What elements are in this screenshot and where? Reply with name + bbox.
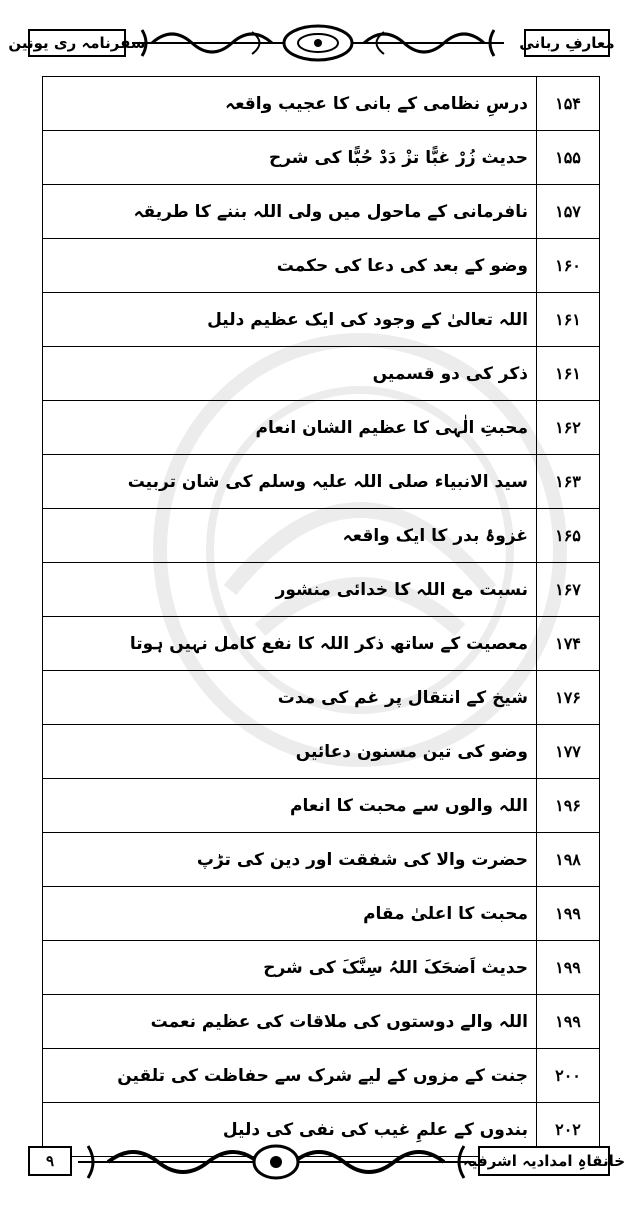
row-page-number: ۱۵۷ — [537, 185, 600, 239]
page-header — [8, 18, 615, 70]
row-title: حدیث اَضحَکَ اللہُ سِنَّکَ کی شرح — [43, 941, 537, 995]
row-title: بندوں کے علمِ غیب کی نفی کی دلیل — [43, 1103, 537, 1157]
contents-table — [42, 76, 600, 1157]
row-page-number: ۱۷۷ — [537, 725, 600, 779]
row-page-number: ۱۹۹ — [537, 941, 600, 995]
table-row — [43, 509, 600, 563]
page-footer — [28, 1134, 626, 1190]
row-title: اللہ تعالیٰ کے وجود کی ایک عظیم دلیل — [43, 293, 537, 347]
row-page-number: ۱۶۵ — [537, 509, 600, 563]
row-title: غزوۂ بدر کا ایک واقعہ — [43, 509, 537, 563]
footer-publisher: خانقاہِ امدادیہ اشرفیہ — [478, 1146, 610, 1176]
table-row — [43, 77, 600, 131]
row-title: اللہ والے دوستوں کی ملاقات کی عظیم نعمت — [43, 995, 537, 1049]
row-page-number: ۱۹۹ — [537, 887, 600, 941]
row-title: نافرمانی کے ماحول میں ولی اللہ بننے کا طریقہ — [43, 185, 537, 239]
row-page-number: ۱۶۷ — [537, 563, 600, 617]
table-row — [43, 347, 600, 401]
table-row — [43, 671, 600, 725]
row-page-number: ۱۶۳ — [537, 455, 600, 509]
row-page-number: ۱۷۴ — [537, 617, 600, 671]
row-title: سید الانبیاء صلی اللہ علیہ وسلم کی شان تربیت — [43, 455, 537, 509]
row-page-number: ۱۹۹ — [537, 995, 600, 1049]
row-title: شیخ کے انتقال پر غم کی مدت — [43, 671, 537, 725]
row-page-number: ۱۵۵ — [537, 131, 600, 185]
row-title: درسِ نظامی کے بانی کا عجیب واقعہ — [43, 77, 537, 131]
row-title: محبت کا اعلیٰ مقام — [43, 887, 537, 941]
table-row — [43, 401, 600, 455]
footer-ornament-icon — [78, 1140, 474, 1184]
table-row — [43, 779, 600, 833]
header-right-title: معارفِ ربانی — [524, 29, 610, 57]
table-row — [43, 293, 600, 347]
row-page-number: ۱۹۸ — [537, 833, 600, 887]
table-row — [43, 185, 600, 239]
row-page-number: ۱۶۱ — [537, 293, 600, 347]
table-row — [43, 563, 600, 617]
table-row — [43, 887, 600, 941]
row-page-number: ۲۰۰ — [537, 1049, 600, 1103]
table-row — [43, 617, 600, 671]
row-title: وضو کی تین مسنون دعائیں — [43, 725, 537, 779]
table-row — [43, 995, 600, 1049]
table-row — [43, 941, 600, 995]
row-title: محبتِ الٰہی کا عظیم الشان انعام — [43, 401, 537, 455]
table-row — [43, 725, 600, 779]
table-row — [43, 131, 600, 185]
row-title: وضو کے بعد کی دعا کی حکمت — [43, 239, 537, 293]
page-number: ۹ — [28, 1146, 72, 1176]
row-page-number: ۱۶۰ — [537, 239, 600, 293]
header-ornament-icon — [132, 22, 504, 64]
row-page-number: ۱۷۶ — [537, 671, 600, 725]
row-title: ذکر کی دو قسمیں — [43, 347, 537, 401]
table-row — [43, 239, 600, 293]
row-page-number: ۱۶۲ — [537, 401, 600, 455]
row-title: اللہ والوں سے محبت کا انعام — [43, 779, 537, 833]
row-page-number: ۲۰۲ — [537, 1103, 600, 1157]
row-page-number: ۱۶۱ — [537, 347, 600, 401]
row-page-number: ۱۵۴ — [537, 77, 600, 131]
row-title: معصیت کے ساتھ ذکر اللہ کا نفع کامل نہیں ہوتا — [43, 617, 537, 671]
row-title: نسبت مع اللہ کا خدائی منشور — [43, 563, 537, 617]
header-left-title: سفرنامہ ری یونین — [28, 29, 126, 57]
row-title: جنت کے مزوں کے لیے شرک سے حفاظت کی تلقین — [43, 1049, 537, 1103]
row-title: حضرت والا کی شفقت اور دین کی تڑپ — [43, 833, 537, 887]
table-row — [43, 1049, 600, 1103]
row-page-number: ۱۹۶ — [537, 779, 600, 833]
row-title: حدیث زُرْ غبًّا تزْ دَدْ حُبًّا کی شرح — [43, 131, 537, 185]
table-row — [43, 833, 600, 887]
table-row — [43, 455, 600, 509]
